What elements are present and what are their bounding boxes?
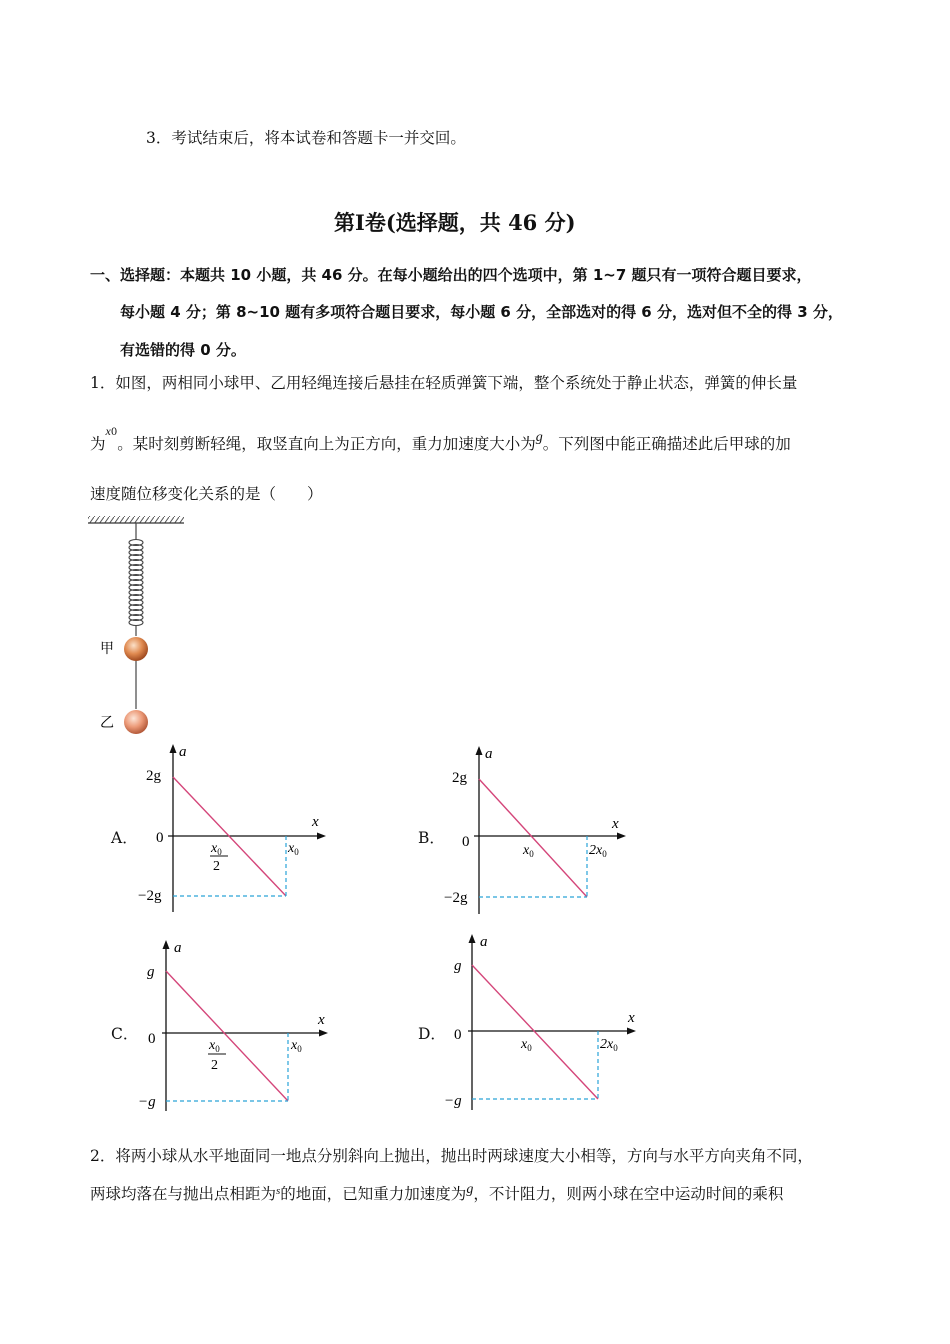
ball-top-label: 甲 — [100, 642, 114, 657]
option-a-label: A． — [111, 829, 138, 847]
graph-c-zero: 0 — [148, 1031, 156, 1047]
option-c-label: C． — [111, 1025, 139, 1043]
graph-b — [444, 744, 644, 919]
q2-line-2 — [90, 1184, 783, 1206]
graph-d — [444, 930, 644, 1115]
instructions-line-2: 每小题 4 分；第 8~10 题有多项符合题目要求，每小题 6 分，全部选对的得 6 分，选对但不全的得 3 分， — [120, 303, 843, 321]
graph-a-y-bottom: −2g — [138, 888, 162, 904]
graph-b-axis-y: a — [485, 746, 493, 762]
x0-sub: 0 — [110, 427, 118, 438]
graph-d-y-top: g — [454, 958, 462, 974]
q1-line-2-c: 。下列图中能正确描述此后甲球的加 — [542, 435, 791, 453]
graph-b-y-bottom: −2g — [444, 890, 468, 906]
spring-figure — [84, 510, 194, 742]
graph-a-axis-x: x — [312, 814, 319, 830]
q1-line-3: 速度随位移变化关系的是（ ） — [90, 485, 323, 503]
graph-b-axis-x: x — [612, 816, 619, 832]
graph-d-x-mid: $x_0$ — [521, 1037, 532, 1053]
graph-b-zero: 0 — [462, 834, 470, 850]
graph-c-axis-x: x — [318, 1012, 325, 1028]
graph-d-x-end: $2x_0$ — [600, 1037, 618, 1053]
q1-line-1: 1．如图，两相同小球甲、乙用轻绳连接后悬挂在轻质弹簧下端，整个系统处于静止状态，弹簧的伸长量 — [90, 374, 798, 392]
graph-c-x-end: $x_0$ — [291, 1038, 302, 1054]
q2-line-2-a: 两球均落在与抛出点相距为 — [90, 1185, 277, 1203]
graph-d-zero: 0 — [454, 1027, 462, 1043]
graph-a-zero: 0 — [156, 830, 164, 846]
notice-item-3: 3．考试结束后，将本试卷和答题卡一并交回。 — [146, 129, 466, 147]
graph-c-y-top: g — [147, 964, 155, 980]
graph-b-y-top: 2g — [452, 770, 467, 786]
graph-d-axis-y: a — [480, 934, 488, 950]
graph-c-axis-y: a — [174, 940, 182, 956]
graph-c-mid-den: 2 — [211, 1058, 218, 1073]
section-title: 第Ⅰ卷(选择题，共 46 分) — [334, 210, 576, 235]
graph-d-line — [472, 965, 598, 1099]
graph-a-mid-num: $x_0$ — [211, 841, 222, 857]
g-symbol: g — [535, 430, 543, 445]
graph-d-y-bottom: −g — [444, 1093, 462, 1109]
ceiling-hatch — [88, 516, 184, 523]
graph-a-axis-y: a — [179, 744, 187, 760]
option-b-label: B． — [418, 829, 445, 847]
x0-symbol — [106, 424, 118, 438]
graph-a-x-end: $x_0$ — [288, 841, 299, 857]
instructions-line-1: 一、选择题：本题共 10 小题，共 46 分。在每小题给出的四个选项中，第 1~7 题只有一项符合题目要求， — [90, 266, 812, 284]
graph-b-x-end: $2x_0$ — [589, 843, 607, 859]
g-symbol-2: g — [466, 1182, 474, 1197]
graph-c — [138, 936, 338, 1116]
option-d-label: D． — [418, 1025, 446, 1043]
ball-bottom-label: 乙 — [100, 716, 114, 731]
ball-bottom — [124, 710, 148, 734]
ball-top — [124, 637, 148, 661]
q2-line-1: 2．将两小球从水平地面同一地点分别斜向上抛出，抛出时两球速度大小相等，方向与水平方向夹角不同， — [90, 1147, 813, 1165]
x0-var: x — [105, 424, 111, 438]
graph-d-axis-x: x — [628, 1010, 635, 1026]
instructions-line-3: 有选错的得 0 分。 — [120, 341, 246, 359]
q2-line-2-b: 的地面，已知重力加速度为 — [280, 1185, 467, 1203]
graph-b-x-mid: $x_0$ — [523, 843, 534, 859]
q1-line-2 — [90, 424, 791, 457]
graph-a — [138, 742, 338, 917]
q2-line-2-c: ，不计阻力，则两小球在空中运动时间的乘积 — [473, 1185, 784, 1203]
graph-b-line — [479, 779, 587, 897]
q1-line-2-b: 。某时刻剪断轻绳，取竖直向上为正方向，重力加速度大小为 — [117, 435, 536, 453]
graph-a-mid-den: 2 — [213, 859, 220, 874]
graph-c-mid-num: $x_0$ — [209, 1038, 220, 1054]
graph-c-y-bottom: −g — [138, 1094, 156, 1110]
graph-a-y-top: 2g — [146, 768, 161, 784]
q1-line-2-a: 为 — [90, 435, 106, 453]
s-symbol: s — [276, 1185, 281, 1197]
spring — [129, 540, 143, 626]
graph-c-line — [166, 971, 288, 1101]
